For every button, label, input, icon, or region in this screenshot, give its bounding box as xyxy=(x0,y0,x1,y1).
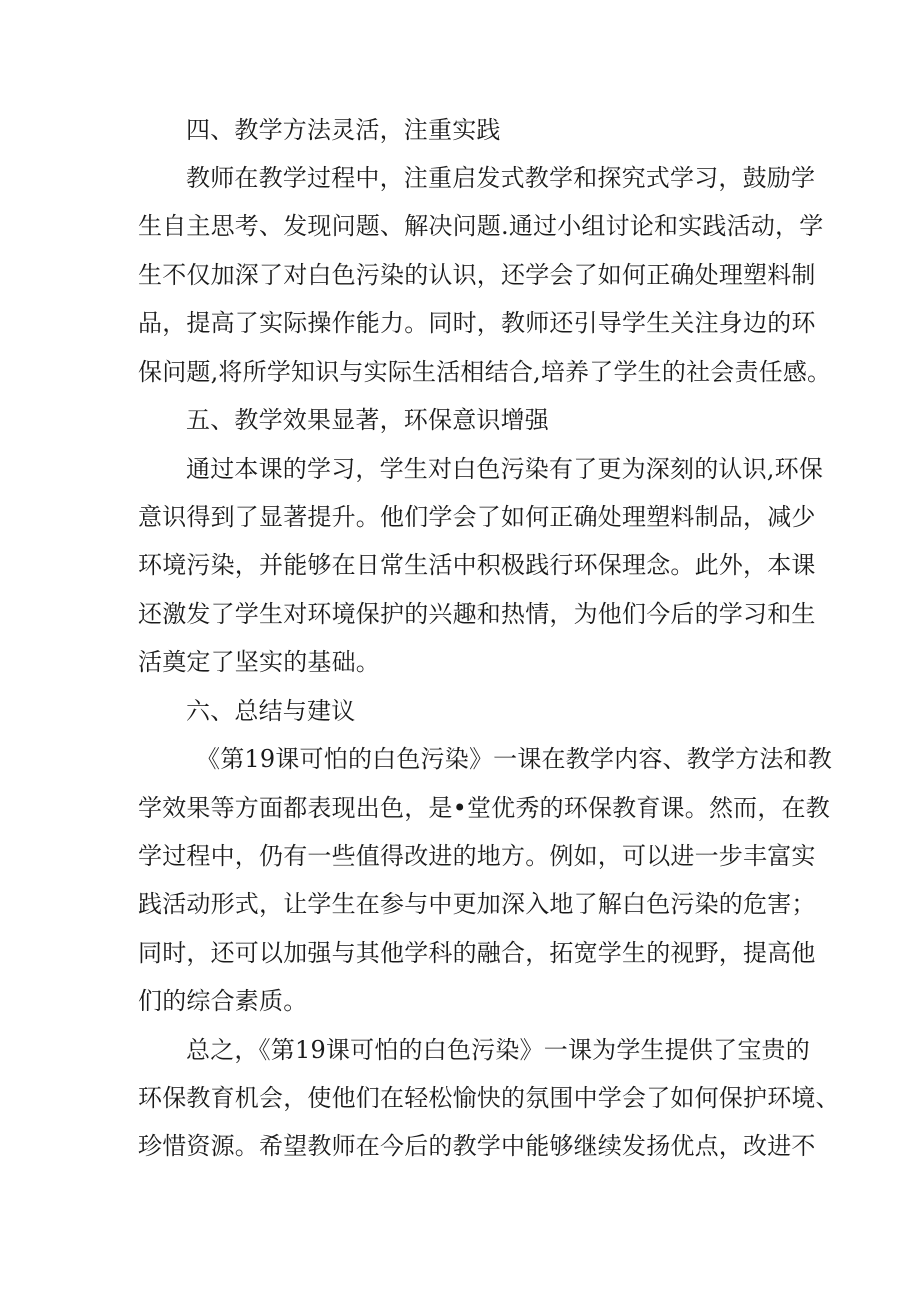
paragraph-line: 学效果等方面都表现出色，是•堂优秀的环保教育课。然而，在教 xyxy=(138,794,830,822)
paragraph-line: 总之，《第19课可怕的白色污染》一课为学生提供了宝贵的 xyxy=(186,1036,810,1064)
paragraph-line: 同时，还可以加强与其他学科的融合，拓宽学生的视野，提高他 xyxy=(138,939,816,967)
paragraph-line: 生不仅加深了对白色污染的认识，还学会了如何正确处理塑料制 xyxy=(138,261,816,289)
paragraph-line: 环保教育机会，使他们在轻松愉快的氛围中学会了如何保护环境、 xyxy=(138,1084,840,1112)
paragraph-line: 意识得到了显著提升。他们学会了如何正确处理塑料制品，减少 xyxy=(138,503,816,531)
paragraph-line: 学过程中，仍有一些值得改进的地方。例如，可以进一步丰富实 xyxy=(138,842,816,870)
paragraph-line: 们的综合素质。 xyxy=(138,987,308,1015)
paragraph-line: 教师在教学过程中，注重启发式教学和探究式学习，鼓励学 xyxy=(186,164,816,192)
paragraph-line: 还激发了学生对环境保护的兴趣和热情，为他们今后的学习和生 xyxy=(138,600,816,628)
paragraph-line: 保问题,将所学知识与实际生活相结合,培养了学生的社会责任感。 xyxy=(138,358,832,386)
paragraph-line: 珍惜资源。希望教师在今后的教学中能够继续发扬优点，改进不 xyxy=(138,1132,816,1160)
paragraph-line: 生自主思考、发现问题、解决问题.通过小组讨论和实践活动，学 xyxy=(138,212,824,240)
paragraph-line: 活奠定了坚实的基础。 xyxy=(138,648,380,676)
section-4-heading: 四、教学方法灵活，注重实践 xyxy=(186,116,501,144)
paragraph-line: 《第19课可怕的白色污染》一课在教学内容、教学方法和教 xyxy=(196,745,832,773)
paragraph-line: 环境污染，并能够在日常生活中积极践行环保理念。此外，本课 xyxy=(138,551,816,579)
paragraph-line: 品，提高了实际操作能力。同时，教师还引导学生关注身边的环 xyxy=(138,309,816,337)
section-5-heading: 五、教学效果显著，环保意识增强 xyxy=(186,406,549,434)
paragraph-line: 通过本课的学习，学生对白色污染有了更为深刻的认识,环保 xyxy=(186,455,824,483)
paragraph-line: 践活动形式，让学生在参与中更加深入地了解白色污染的危害； xyxy=(138,890,816,918)
section-6-heading: 六、总结与建议 xyxy=(186,697,356,725)
